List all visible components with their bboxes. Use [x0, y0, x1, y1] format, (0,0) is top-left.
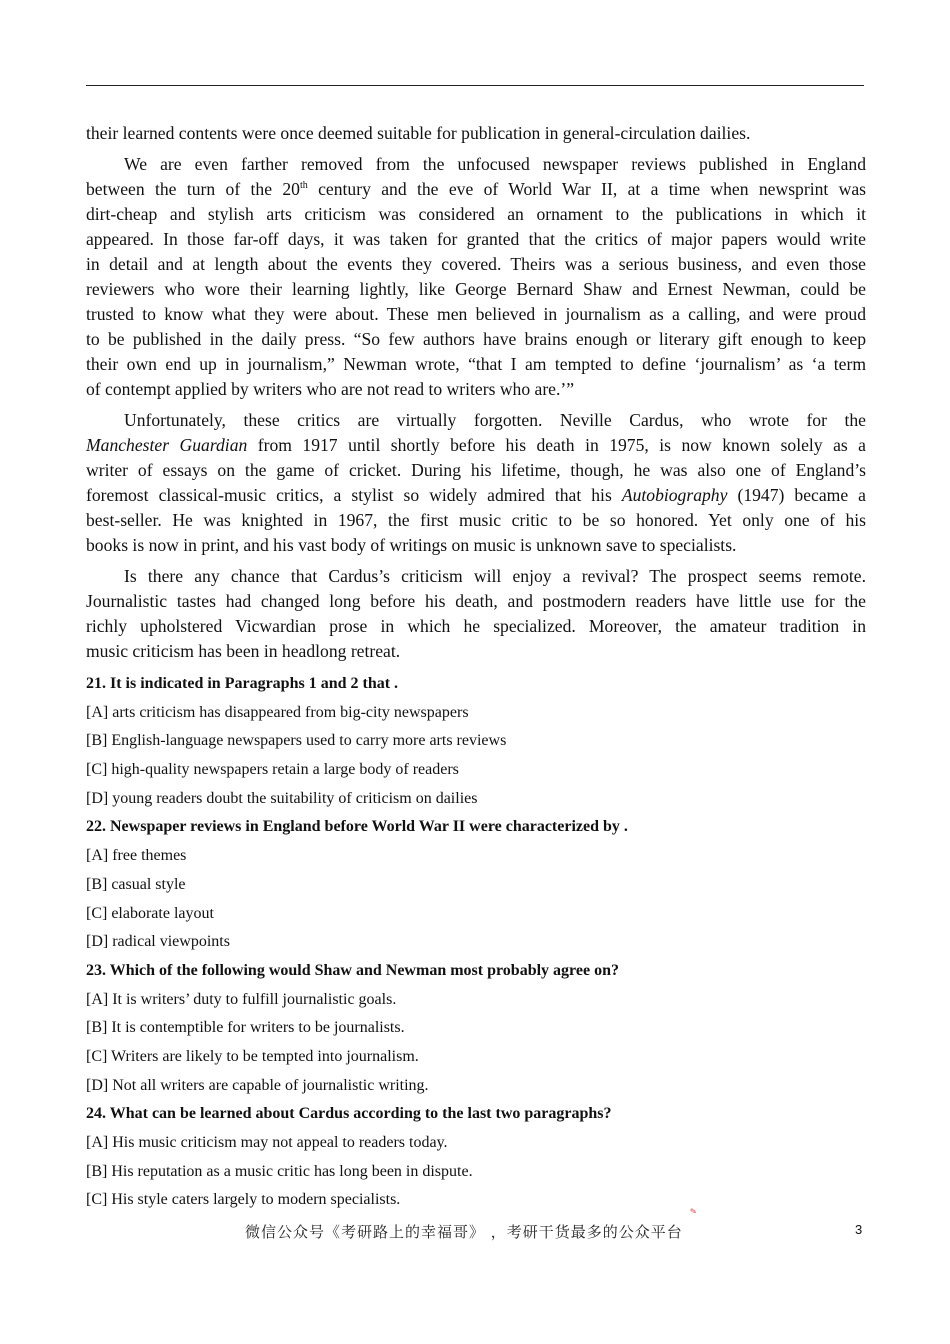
text-run: century and the eve of World War II, at a time when newsprint was: [307, 179, 866, 199]
answer-option: [C] His style caters largely to modern specialists.: [86, 1191, 401, 1209]
text-line: [86, 121, 866, 146]
question-stem: 22. Newspaper reviews in England before World War II were characterized by .: [86, 818, 628, 836]
text-line: [86, 564, 866, 589]
answer-option: [B] It is contemptible for writers to be journalists.: [86, 1019, 405, 1037]
answer-option: [A] arts criticism has disappeared from big-city newspapers: [86, 703, 469, 721]
text-run: Is there any chance that Cardus’s criticism will enjoy a revival? The prospect seems remote.: [124, 566, 866, 586]
text-line: [86, 508, 866, 533]
text-line: [86, 408, 866, 433]
text-run: of contempt applied by writers who are not read to writers who are.’”: [86, 379, 575, 399]
page-number: 3: [855, 1222, 863, 1237]
stamp-mark: ✎: [689, 1206, 698, 1217]
answer-option: [B] His reputation as a music critic has long been in dispute.: [86, 1162, 473, 1180]
paragraph: [86, 152, 866, 402]
text-line: [86, 352, 866, 377]
superscript: th: [299, 180, 308, 191]
text-run: in detail and at length about the events they covered. Theirs was a serious business, and even those: [86, 254, 866, 274]
text-line: [86, 614, 866, 639]
text-line: [86, 639, 866, 664]
text-run: books is now in print, and his vast body of writings on music is unknown save to specialists.: [86, 535, 737, 555]
paragraph: [86, 564, 866, 664]
text-line: [86, 377, 866, 402]
questions-section: [86, 670, 866, 1215]
answer-option: [B] casual style: [86, 875, 186, 893]
text-line: [86, 202, 866, 227]
paragraph: [86, 121, 866, 146]
reading-passage: [86, 121, 866, 664]
text-line: [86, 433, 866, 458]
answer-option: [D] radical viewpoints: [86, 933, 230, 951]
answer-option: [A] His music criticism may not appeal to readers today.: [86, 1134, 448, 1151]
paragraph: [86, 408, 866, 558]
question-stem: 24. What can be learned about Cardus according to the last two paragraphs?: [86, 1105, 612, 1123]
text-run: best-seller. He was knighted in 1967, the first music critic to be so honored. Yet only one of his: [86, 510, 866, 530]
text-run: their own end up in journalism,” Newman wrote, “that I am tempted to define ‘journalism’ as ‘a term: [86, 354, 866, 374]
answer-option: [B] English-language newspapers used to carry more arts reviews: [86, 732, 507, 750]
footer-text: 微信公众号《考研路上的幸福哥》 ，考研干货最多的公众平台: [245, 1223, 683, 1241]
italic-title: Manchester Guardian: [86, 435, 248, 455]
answer-option: [C] elaborate layout: [86, 904, 214, 922]
text-line: [86, 227, 866, 252]
text-run: (1947) became a: [727, 485, 866, 505]
answer-option: [A] It is writers’ duty to fulfill journalistic goals.: [86, 990, 397, 1008]
text-line: [86, 152, 866, 177]
text-run: music criticism has been in headlong retreat.: [86, 641, 401, 661]
text-run: We are even farther removed from the unfocused newspaper reviews published in England: [124, 154, 866, 174]
text-run: reviewers who wore their learning lightly, like George Bernard Shaw and Ernest Newman, could be: [86, 279, 866, 299]
text-line: [86, 277, 866, 302]
question-stem: 23. Which of the following would Shaw and Newman most probably agree on?: [86, 961, 619, 979]
text-line: [86, 252, 866, 277]
text-run: writer of essays on the game of cricket. During his lifetime, though, he was also one of England’s: [86, 460, 866, 480]
text-run: between the turn of the 20: [86, 179, 300, 199]
text-run: trusted to know what they were about. These men believed in journalism as a calling, and were proud: [86, 304, 866, 324]
header-rule: [86, 85, 864, 86]
answer-option: [D] Not all writers are capable of journalistic writing.: [86, 1076, 429, 1094]
text-line: [86, 458, 866, 483]
text-run: dirt-cheap and stylish arts criticism was considered an ornament to the publications in which it: [86, 204, 866, 224]
text-run: to be published in the daily press. “So few authors have brains enough or literary gift enough to keep: [86, 329, 866, 349]
text-line: [86, 177, 866, 202]
answer-option: [D] young readers doubt the suitability of criticism on dailies: [86, 789, 478, 807]
text-run: appeared. In those far-off days, it was taken for granted that the critics of major papers would write: [86, 229, 866, 249]
italic-title: Autobiography: [621, 485, 728, 505]
text-line: [86, 589, 866, 614]
page-content: [86, 121, 866, 1215]
text-line: [86, 302, 866, 327]
text-run: Journalistic tastes had changed long before his death, and postmodern readers have little use for the: [86, 591, 866, 611]
text-line: [86, 483, 866, 508]
answer-option: [A] free themes: [86, 847, 187, 865]
text-run: their learned contents were once deemed suitable for publication in general-circulation dailies.: [86, 123, 751, 143]
text-line: [86, 327, 866, 352]
text-run: richly upholstered Vicwardian prose in which he specialized. Moreover, the amateur tradition in: [86, 616, 866, 636]
text-line: [86, 533, 866, 558]
answer-option: [C] high-quality newspapers retain a large body of readers: [86, 761, 459, 779]
text-run: Unfortunately, these critics are virtually forgotten. Neville Cardus, who wrote for the: [124, 410, 866, 430]
text-run: foremost classical-music critics, a stylist so widely admired that his: [86, 485, 622, 505]
text-run: from 1917 until shortly before his death in 1975, is now known solely as a: [247, 435, 866, 455]
answer-option: [C] Writers are likely to be tempted into journalism.: [86, 1047, 419, 1065]
question-stem: 21. It is indicated in Paragraphs 1 and 2 that .: [86, 675, 399, 692]
